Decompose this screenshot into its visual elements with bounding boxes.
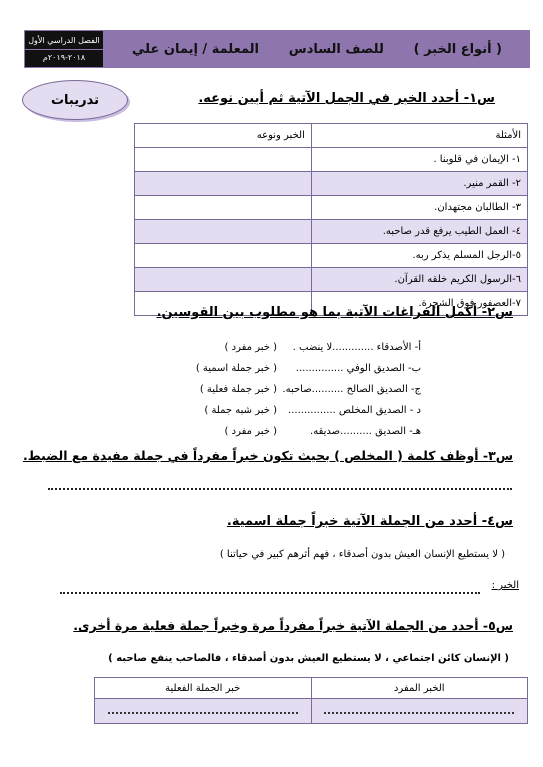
col-single-predicate: الخبر المفرد: [311, 678, 528, 699]
table-row: [135, 244, 528, 268]
answer-line[interactable]: [48, 488, 512, 490]
table-row: [95, 699, 528, 724]
term-label: الفصل الدراسي الأول: [28, 36, 100, 45]
exercises-badge: [22, 80, 128, 120]
answer-line[interactable]: [60, 592, 480, 594]
col-verbal-predicate: خبر الجملة الفعلية: [95, 678, 312, 699]
q5-table: [94, 677, 528, 724]
answer-cell[interactable]: [135, 220, 312, 244]
grade-label: للصف السادس: [288, 41, 384, 57]
teacher-label: المعلمة / إيمان علي: [132, 41, 260, 57]
answer-cell[interactable]: [135, 268, 312, 292]
header-bar: [104, 30, 530, 68]
example-cell: ٤- العمل الطيب يرفع قدر صاحبه.: [311, 220, 527, 244]
col-examples: الأمثلة: [311, 124, 527, 148]
table-row: [135, 220, 528, 244]
q4-heading: س٤- أحدد من الجملة الآتية خبراً جملة اسمية.: [226, 514, 513, 529]
q2-heading: س٢- أكمل الفراغات الآتية بما هو مطلوب بين القوسين.: [156, 305, 513, 320]
term-box: [24, 30, 104, 68]
q2-sentence-1: أ- الأصدقاء .............لا ينضب .: [292, 342, 421, 353]
q2-sentence-2: ب- الصديق الوفي ...............: [295, 363, 421, 374]
table-row: [135, 148, 528, 172]
q2-hint-4: ( خبر شبه جملة ): [204, 405, 277, 416]
q4-answer-label: الخبر :: [491, 580, 519, 591]
answer-cell[interactable]: [311, 699, 528, 724]
col-answer: الخبر ونوعه: [135, 124, 312, 148]
table-row: [135, 172, 528, 196]
example-cell: ٦-الرسول الكريم خلقه القرآن.: [311, 268, 527, 292]
example-cell: ١- الإيمان في قلوبنا .: [311, 148, 527, 172]
example-cell: ٣- الطالبان مجتهدان.: [311, 196, 527, 220]
q2-sentence-4: د - الصديق المخلص ...............: [288, 405, 421, 416]
example-cell: ٢- القمر منير.: [311, 172, 527, 196]
q4-sentence: ( لا يستطيع الإنسان العيش بدون أصدقاء ، فهم أثرهم كبير في حياتنا ): [219, 549, 505, 560]
table-header-row: [135, 124, 528, 148]
example-cell: ٧-العصفور فوق الشجرة.: [311, 292, 527, 316]
example-cell: ٥-الرجل المسلم يذكر ربه.: [311, 244, 527, 268]
table-header-row: [95, 678, 528, 699]
table-row: [135, 268, 528, 292]
answer-cell[interactable]: [135, 244, 312, 268]
answer-cell[interactable]: [95, 699, 312, 724]
answer-cell[interactable]: [135, 172, 312, 196]
q1-heading: س١- أحدد الخبر في الجمل الآتية ثم أبين نوعه.: [198, 91, 495, 106]
q2-hint-1: ( خبر مفرد ): [224, 342, 277, 353]
badge-label: تدريبات: [50, 92, 99, 108]
q2-sentence-3: ج- الصديق الصالح ..........صاحبه.: [282, 384, 421, 395]
q1-table: [134, 123, 528, 316]
q2-hint-2: ( خبر جملة اسمية ): [195, 363, 277, 374]
q3-heading: س٣- أوظف كلمة ( المخلص ) بحيث تكون خبراً مفرداً في جملة مفيدة مع الضبط.: [22, 448, 513, 463]
answer-cell[interactable]: [135, 196, 312, 220]
year-label: ٢٠١٨-٢٠١٩م: [25, 49, 103, 66]
lesson-title: ( أنواع الخبر ): [413, 41, 502, 57]
q5-sentence: ( الإنسان كائن اجتماعي ، لا يستطيع العيش بدون أصدقاء ، فالصاحب ينفع صاحبه ): [108, 653, 509, 664]
q2-hint-3: ( خبر جملة فعلية ): [199, 384, 277, 395]
q5-heading: س٥- أحدد من الجملة الآتية خبراً مفرداً مرة وخبراً جملة فعلية مرة أخرى.: [73, 618, 513, 633]
q2-sentence-5: هـ- الصديق ..........صديقه.: [310, 426, 421, 437]
table-row: [135, 196, 528, 220]
q2-hint-5: ( خبر مفرد ): [224, 426, 277, 437]
answer-cell[interactable]: [135, 148, 312, 172]
